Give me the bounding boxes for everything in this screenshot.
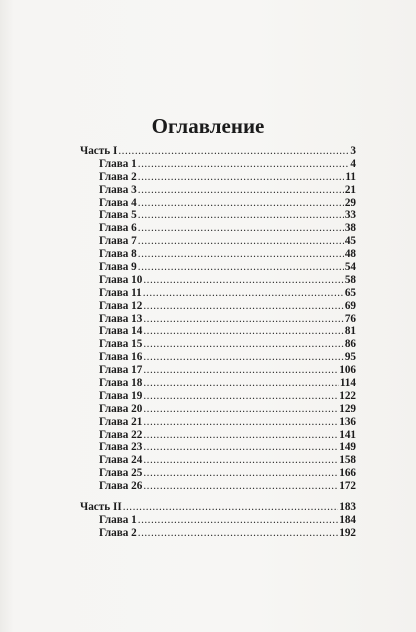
dot-leader: [143, 390, 338, 403]
toc-entry-label: Глава 16: [99, 351, 143, 364]
dot-leader: [138, 514, 338, 527]
toc-entry-label: Глава 25: [99, 467, 143, 480]
dot-leader: [138, 209, 344, 222]
toc-entry-label: Глава 4: [99, 196, 137, 209]
dot-leader: [143, 467, 338, 480]
dot-leader: [143, 338, 343, 351]
dot-leader: [138, 235, 344, 248]
toc-entry-label: Глава 11: [99, 286, 142, 299]
toc-entry-label: Глава 2: [99, 526, 137, 539]
dot-leader: [138, 171, 345, 184]
toc-entry-label: Глава 6: [99, 222, 137, 235]
dot-leader: [143, 454, 338, 467]
toc-chapter-entry: [80, 429, 356, 442]
toc-chapter-entry: [80, 261, 356, 274]
toc-page-number: 4: [350, 157, 356, 170]
toc-chapter-entry: [80, 441, 356, 454]
toc-entry-label: Глава 8: [99, 248, 137, 261]
toc-entry-label: Глава 13: [99, 312, 143, 325]
toc-entry-label: Глава 17: [99, 364, 143, 377]
toc-part-entry: [80, 501, 356, 514]
toc-entry-label: Глава 15: [99, 338, 143, 351]
toc-chapter-entry: [80, 480, 356, 493]
toc-entry-label: Глава 7: [99, 235, 137, 248]
toc-entry-label: Глава 19: [99, 389, 143, 402]
dot-leader: [138, 184, 344, 197]
toc-page-number: 86: [344, 338, 356, 351]
toc-page-number: 166: [339, 467, 356, 480]
dot-leader: [123, 501, 339, 514]
toc-page-number: 183: [339, 501, 356, 514]
toc-page-number: 38: [344, 222, 356, 235]
toc-entry-label: Часть I: [80, 145, 118, 157]
table-of-contents: [80, 145, 356, 540]
toc-entry-label: Глава 12: [99, 299, 143, 312]
dot-leader: [143, 351, 343, 364]
dot-leader: [138, 222, 344, 235]
dot-leader: [143, 300, 343, 313]
toc-chapter-entry: [80, 514, 356, 527]
toc-chapter-entry: [80, 222, 356, 235]
toc-page-number: 122: [339, 389, 356, 402]
toc-entry-label: Глава 2: [99, 170, 137, 183]
toc-chapter-entry: [80, 171, 356, 184]
toc-chapter-entry: [80, 235, 356, 248]
toc-page-number: 184: [339, 513, 356, 526]
dot-leader: [143, 441, 338, 454]
toc-chapter-entry: [80, 377, 356, 390]
dot-leader: [143, 325, 343, 338]
toc-page-number: 114: [339, 377, 356, 390]
toc-entry-label: Глава 1: [99, 513, 137, 526]
toc-page-number: 48: [344, 248, 356, 261]
dot-leader: [138, 197, 344, 210]
toc-page-number: 136: [339, 415, 356, 428]
toc-chapter-entry: [80, 325, 356, 338]
toc-chapter-entry: [80, 416, 356, 429]
dot-leader: [143, 287, 344, 300]
toc-page-number: 76: [344, 312, 356, 325]
dot-leader: [143, 416, 338, 429]
toc-entry-label: Глава 10: [99, 273, 143, 286]
toc-page-number: 54: [344, 261, 356, 274]
dot-leader: [138, 158, 350, 171]
toc-entry-label: Глава 5: [99, 209, 137, 222]
dot-leader: [143, 313, 343, 326]
toc-chapter-entry: [80, 527, 356, 540]
toc-chapter-entry: [80, 454, 356, 467]
toc-page-number: 172: [339, 480, 356, 493]
toc-chapter-entry: [80, 248, 356, 261]
toc-page-number: 29: [344, 196, 356, 209]
toc-page-number: 192: [339, 526, 356, 539]
toc-page-number: 141: [339, 428, 356, 441]
toc-chapter-entry: [80, 351, 356, 364]
toc-page-number: 65: [344, 286, 356, 299]
dot-leader: [143, 364, 338, 377]
toc-chapter-entry: [80, 209, 356, 222]
toc-part-entry: [80, 145, 356, 158]
toc-page-number: 81: [344, 325, 356, 338]
toc-entry-label: Глава 3: [99, 183, 137, 196]
toc-chapter-entry: [80, 274, 356, 287]
dot-leader: [143, 480, 338, 493]
toc-entry-label: Глава 14: [99, 325, 143, 338]
toc-entry-label: Глава 22: [99, 428, 143, 441]
toc-entry-label: Глава 23: [99, 441, 143, 454]
dot-leader: [143, 403, 338, 416]
dot-leader: [118, 145, 349, 158]
page-title: Оглавление: [151, 114, 265, 138]
toc-chapter-entry: [80, 300, 356, 313]
toc-entry-label: Глава 20: [99, 402, 143, 415]
dot-leader: [138, 248, 344, 261]
toc-chapter-entry: [80, 390, 356, 403]
toc-entry-label: Глава 26: [99, 480, 143, 493]
toc-page-number: 95: [344, 351, 356, 364]
toc-page-number: 3: [350, 145, 356, 157]
toc-page-number: 158: [339, 454, 356, 467]
toc-page-number: 149: [339, 441, 356, 454]
dot-leader: [138, 261, 344, 274]
toc-page-number: 33: [344, 209, 356, 222]
toc-page-number: 21: [344, 183, 356, 196]
toc-page-number: 106: [339, 364, 356, 377]
toc-chapter-entry: [80, 184, 356, 197]
toc-entry-label: Глава 24: [99, 454, 143, 467]
toc-page-number: 11: [345, 170, 356, 183]
toc-chapter-entry: [80, 364, 356, 377]
toc-entry-label: Часть II: [80, 501, 122, 514]
toc-page-number: 45: [344, 235, 356, 248]
toc-chapter-entry: [80, 338, 356, 351]
toc-entry-label: Глава 1: [99, 157, 137, 170]
dot-leader: [143, 377, 338, 390]
toc-chapter-entry: [80, 287, 356, 300]
toc-page-number: 69: [344, 299, 356, 312]
dot-leader: [143, 274, 343, 287]
toc-page-number: 129: [339, 402, 356, 415]
dot-leader: [138, 527, 338, 540]
toc-entry-label: Глава 21: [99, 415, 143, 428]
toc-chapter-entry: [80, 158, 356, 171]
toc-chapter-entry: [80, 313, 356, 326]
toc-entry-label: Глава 9: [99, 261, 137, 274]
toc-chapter-entry: [80, 403, 356, 416]
dot-leader: [143, 429, 338, 442]
toc-chapter-entry: [80, 197, 356, 210]
toc-chapter-entry: [80, 467, 356, 480]
toc-page-number: 58: [344, 273, 356, 286]
toc-entry-label: Глава 18: [99, 377, 143, 390]
